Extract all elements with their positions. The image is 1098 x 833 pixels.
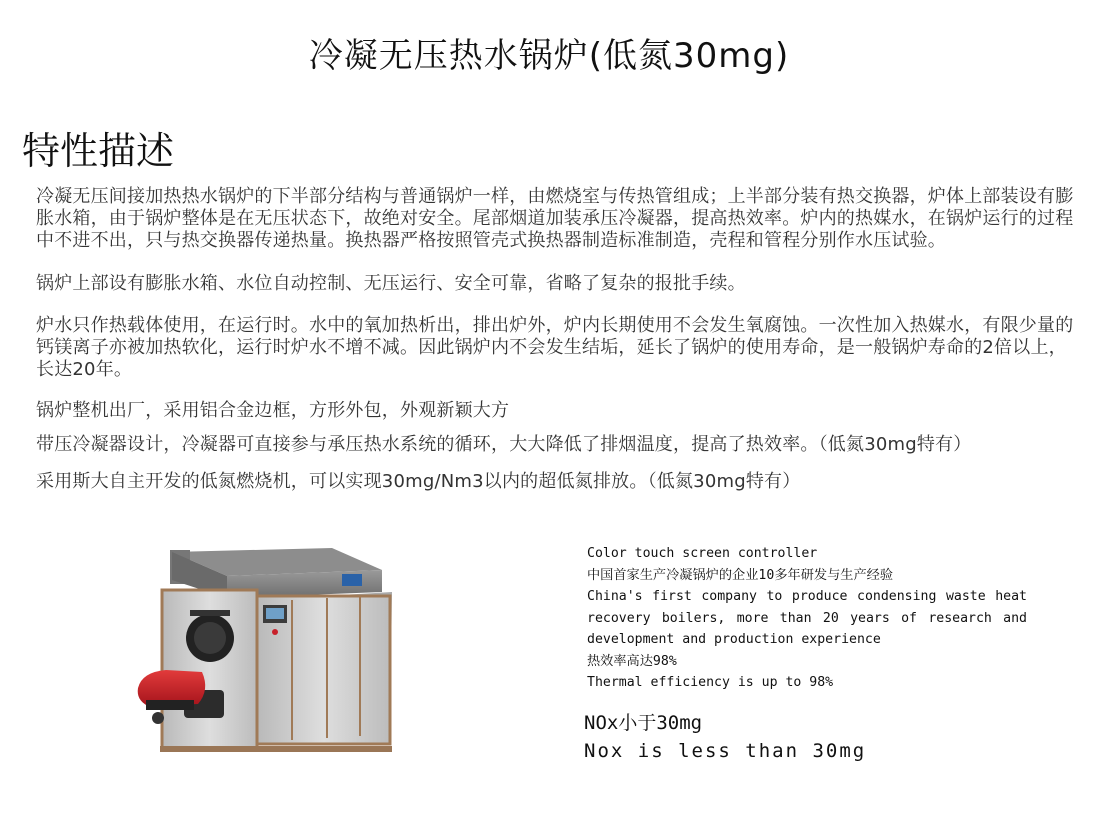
page-title: 冷凝无压热水锅炉(低氮30mg) — [308, 36, 790, 76]
feature-paragraph: 采用斯大自主开发的低氮燃烧机，可以实现30mg/Nm3以内的超低氮排放。（低氮30mg特有） — [36, 471, 801, 492]
spec-first-company-en: China's first company to produce condensing waste heat recovery boilers, more than 20 years of research and development and production experience — [587, 589, 1027, 647]
feature-paragraph: 带压冷凝器设计，冷凝器可直接参与承压热水系统的循环，大大降低了排烟温度，提高了热效率。（低氮30mg特有） — [36, 434, 972, 455]
feature-paragraph: 冷凝无压间接加热热水锅炉的下半部分结构与普通锅炉一样，由燃烧室与传热管组成；上半部分装有热交换器，炉体上部装设有膨胀水箱，由于锅炉整体是在无压状态下，故绝对安全。尾部烟道加装承压冷凝器，提高热效率。炉内的热媒水，在锅炉运行的过程中不进不出，只与热交换器传递热量。换热器严格按照管壳式换热器制造标准制造，壳程和管程分别作水压试验。 — [36, 186, 1074, 251]
spec-nox-en: Nox is less than 30mg — [584, 740, 867, 762]
spec-list — [587, 543, 1027, 694]
boiler-product-image — [132, 540, 522, 755]
feature-paragraph: 锅炉整机出厂，采用铝合金边框，方形外包，外观新颖大方 — [36, 400, 510, 421]
feature-paragraph: 锅炉上部设有膨胀水箱、水位自动控制、无压运行、安全可靠，省略了复杂的报批手续。 — [36, 273, 746, 294]
spec-controller: Color touch screen controller — [587, 546, 818, 561]
spec-nox-cn: NOx小于30mg — [584, 712, 703, 734]
spec-efficiency-en: Thermal efficiency is up to 98% — [587, 675, 834, 690]
feature-paragraph: 炉水只作热载体使用，在运行时。水中的氧加热析出，排出炉外，炉内长期使用不会发生氧腐蚀。一次性加入热媒水，有限少量的钙镁离子亦被加热软化，运行时炉水不增不减。因此锅炉内不会发生结垢，延长了锅炉的使用寿命，是一般锅炉寿命的2倍以上，长达20年。 — [36, 315, 1074, 380]
spec-efficiency-cn: 热效率高达98% — [587, 653, 677, 669]
spec-first-company-cn: 中国首家生产冷凝锅炉的企业10多年研发与生产经验 — [587, 567, 894, 583]
section-heading: 特性描述 — [22, 129, 175, 173]
